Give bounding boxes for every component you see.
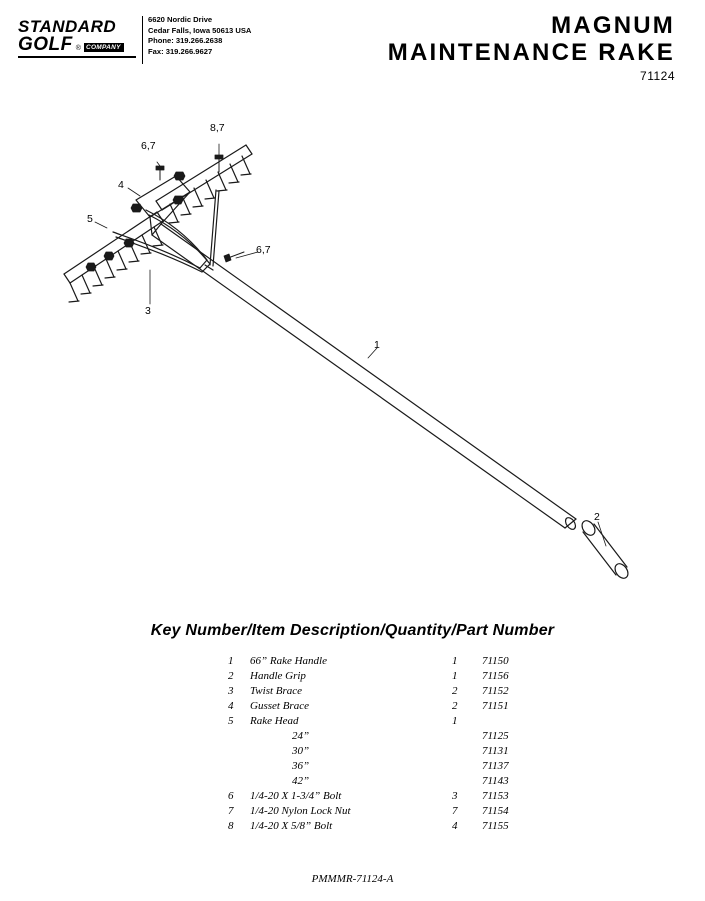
table-row	[228, 790, 542, 805]
callout-6-7-top: 6,7	[141, 140, 156, 152]
callout-1: 1	[374, 339, 380, 351]
row-qty: 1	[452, 670, 458, 682]
row-key	[228, 745, 250, 760]
row-key: 7	[228, 805, 234, 817]
row-qty: 4	[452, 820, 458, 832]
table-row	[228, 715, 542, 730]
callout-4: 4	[118, 179, 124, 191]
row-qty	[452, 760, 482, 775]
logo-underline	[18, 56, 136, 58]
table-row	[228, 700, 542, 715]
callout-6-7-right: 6,7	[256, 244, 271, 256]
row-description: 66” Rake Handle	[250, 655, 327, 667]
row-part: 71131	[482, 745, 509, 757]
table-row	[228, 655, 542, 670]
row-description: Rake Head	[250, 715, 299, 727]
row-key	[228, 760, 250, 775]
row-description: Twist Brace	[250, 685, 303, 697]
row-key: 2	[228, 670, 234, 682]
logo-standard-text: STANDARD	[18, 17, 117, 36]
row-key: 6	[228, 790, 234, 802]
callout-2: 2	[594, 511, 600, 523]
row-key: 3	[228, 685, 234, 697]
parts-table	[228, 655, 542, 835]
table-row	[228, 670, 542, 685]
row-qty	[452, 745, 482, 760]
document-title-block	[388, 12, 675, 83]
row-key: 4	[228, 700, 234, 712]
title-line-1: MAGNUM	[551, 12, 675, 39]
parts-table-title: Key Number/Item Description/Quantity/Part Number	[150, 622, 555, 639]
row-key	[228, 775, 250, 790]
parts-table-body	[228, 655, 542, 835]
row-qty: 1	[452, 715, 458, 727]
callout-5: 5	[87, 213, 93, 225]
row-part: 71153	[482, 790, 509, 802]
row-key: 8	[228, 820, 234, 832]
row-key: 5	[228, 715, 234, 727]
callout-8-7: 8,7	[210, 122, 225, 134]
header-divider	[142, 16, 143, 64]
model-number: 71124	[640, 69, 675, 83]
row-part: 71125	[482, 730, 509, 742]
row-description: 30”	[292, 745, 310, 757]
row-description: 1/4-20 X 5/8” Bolt	[250, 820, 333, 832]
logo-golf-row	[18, 35, 138, 55]
table-row	[228, 685, 542, 700]
address-city-state: Cedar Falls, Iowa 50613 USA	[148, 25, 252, 35]
company-logo	[18, 18, 138, 58]
row-part: 71143	[482, 775, 509, 787]
row-part: 71151	[482, 700, 509, 712]
callout-3: 3	[145, 305, 151, 317]
row-qty: 2	[452, 685, 458, 697]
registered-mark-icon: ®	[75, 45, 81, 52]
row-description: 42”	[292, 775, 310, 787]
row-qty: 1	[452, 655, 458, 667]
row-part: 71156	[482, 670, 509, 682]
table-row	[228, 730, 542, 745]
address-fax: Fax: 319.266.9627	[148, 46, 213, 56]
table-row	[228, 820, 542, 835]
row-part: 71152	[482, 685, 509, 697]
page-header	[0, 12, 705, 92]
row-qty	[452, 775, 482, 790]
row-part: 71154	[482, 805, 509, 817]
table-row	[228, 760, 542, 775]
row-qty: 7	[452, 805, 458, 817]
company-address	[148, 15, 251, 57]
logo-golf-text: GOLF	[18, 34, 73, 55]
address-street: 6620 Nordic Drive	[148, 15, 213, 24]
address-phone: Phone: 319.266.2638	[148, 36, 223, 46]
row-key: 1	[228, 655, 234, 667]
row-description: 24”	[292, 730, 310, 742]
row-part: 71155	[482, 820, 509, 832]
row-description: 1/4-20 X 1-3/4” Bolt	[250, 790, 342, 802]
row-qty	[452, 730, 482, 745]
row-key	[228, 730, 250, 745]
logo-company-tag: COMPANY	[84, 43, 124, 52]
table-row	[228, 805, 542, 820]
rake-illustration	[0, 100, 705, 600]
table-row	[228, 745, 542, 760]
table-row	[228, 775, 542, 790]
row-qty: 2	[452, 700, 458, 712]
row-qty: 3	[452, 790, 458, 802]
row-description: 1/4-20 Nylon Lock Nut	[250, 805, 351, 817]
title-line-2: MAINTENANCE RAKE	[387, 39, 675, 66]
row-part: 71137	[482, 760, 509, 772]
document-code: PMMMR-71124-A	[311, 873, 394, 885]
row-description: Handle Grip	[250, 670, 306, 682]
exploded-parts-diagram	[0, 100, 705, 600]
row-part: 71150	[482, 655, 509, 667]
row-description: 36”	[292, 760, 310, 772]
row-description: Gusset Brace	[250, 700, 309, 712]
row-part	[482, 715, 542, 730]
